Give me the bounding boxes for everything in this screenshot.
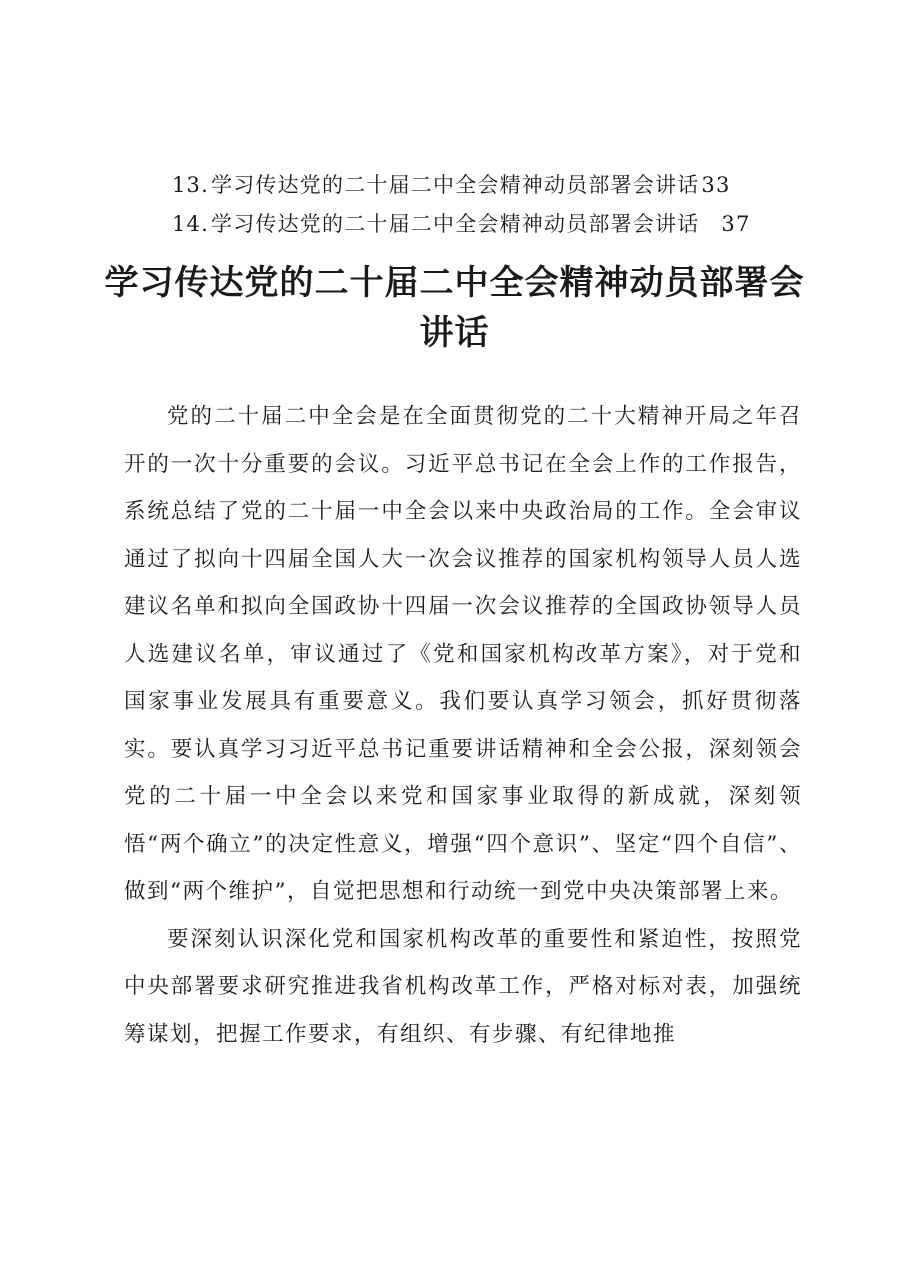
toc-entry-page: 33 <box>701 173 731 197</box>
document-body <box>124 393 802 1058</box>
toc-entry-number: 13. <box>172 173 209 197</box>
toc-entry-title: 学习传达党的二十届二中全会精神动员部署会讲话 <box>211 212 700 236</box>
toc-entry-page: 37 <box>721 212 751 236</box>
toc-entry-number: 14. <box>172 212 209 236</box>
toc-entry[interactable] <box>172 166 812 205</box>
body-paragraph: 党的二十届二中全会是在全面贯彻党的二十大精神开局之年召开的一次十分重要的会议。习近平总书记在全会上作的工作报告，系统总结了党的二十届一中全会以来中央政治局的工作。全会审议通过了拟向十四届全国人大一次会议推荐的国家机构领导人员人选建议名单和拟向全国政协十四届一次会议推荐的全国政协领导人员人选建议名单，审议通过了《党和国家机构改革方案》，对于党和国家事业发展具有重要意义。我们要认真学习领会，抓好贯彻落实。要认真学习习近平总书记重要讲话精神和全会公报，深刻领会党的二十届一中全会以来党和国家事业取得的新成就，深刻领悟“两个确立”的决定性意义，增强“四个意识”、坚定“四个自信”、做到“两个维护”，自觉把思想和行动统一到党中央决策部署上来。 <box>124 404 802 904</box>
document-title: 学习传达党的二十届二中全会精神动员部署会讲话 <box>104 263 805 353</box>
toc-entry[interactable] <box>172 205 812 244</box>
toc-entry-title: 学习传达党的二十届二中全会精神动员部署会讲话 <box>211 173 700 197</box>
body-paragraph: 要深刻认识深化党和国家机构改革的重要性和紧迫性，按照党中央部署要求研究推进我省机构改革工作，严格对标对表，加强统筹谋划，把握工作要求，有组织、有步骤、有纪律地推 <box>124 926 802 1047</box>
table-of-contents <box>172 166 812 244</box>
